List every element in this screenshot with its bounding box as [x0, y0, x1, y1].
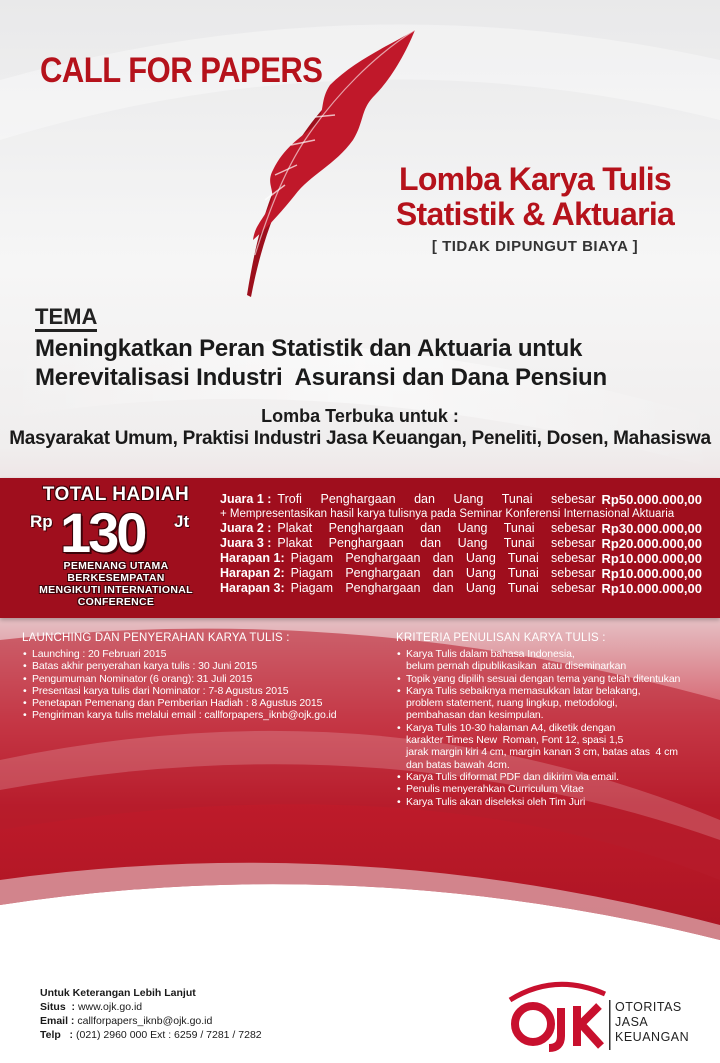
criteria-section	[396, 632, 716, 808]
ojk-logo-text	[615, 1000, 689, 1045]
winner-note-line1: PEMENANG UTAMA	[63, 560, 169, 572]
prize-value: Rp10.000.000,00	[601, 566, 702, 581]
prize-desc: Trofi Penghargaan dan Uang Tunai sebesar	[277, 492, 596, 506]
theme-text	[35, 334, 715, 392]
total-prize-unit: Jt	[174, 512, 190, 531]
criteria-list	[396, 648, 716, 808]
prize-row-harapan3	[220, 581, 702, 596]
prize-desc: Piagam Penghargaan dan Uang Tunai sebesar	[290, 551, 596, 565]
winner-conference-note	[22, 560, 210, 608]
contact-site-link[interactable]: www.ojk.go.id	[77, 1001, 143, 1013]
prize-value: Rp50.000.000,00	[601, 492, 702, 507]
criteria-text: pembahasan dan kesimpulan.	[406, 709, 544, 722]
schedule-list	[22, 648, 382, 722]
criteria-text: karakter Times New Roman, Font 12, spasi 1,5	[406, 734, 624, 747]
schedule-section	[22, 632, 382, 722]
prize-desc: Piagam Penghargaan dan Uang Tunai sebesar	[290, 581, 596, 595]
criteria-text: • Karya Tulis 10-30 halaman A4, diketik dengan	[406, 721, 616, 734]
prize-value: Rp10.000.000,00	[601, 581, 702, 596]
criteria-text: dan batas bawah 4cm.	[406, 758, 510, 771]
prize-rank: Juara 2 :	[220, 521, 272, 535]
prize-rank: Harapan 1:	[220, 551, 285, 565]
prize-row-juara3	[220, 536, 702, 551]
contact-heading: Untuk Keterangan Lebih Lanjut	[40, 987, 196, 999]
list-item	[396, 648, 716, 673]
contest-title-line1: Lomba Karya Tulis	[398, 161, 672, 197]
prize-rank: Harapan 3:	[220, 581, 285, 595]
list-item: • Karya Tulis akan diseleksi oleh Tim Juri	[396, 796, 716, 808]
list-item: • Topik yang dipilih sesuai dengan tema yang telah ditentukan	[396, 673, 716, 685]
prize-desc: Plakat Penghargaan dan Uang Tunai sebesar	[277, 521, 596, 535]
contact-info	[40, 986, 262, 1042]
contest-title-line2: Statistik & Aktuaria	[395, 196, 675, 232]
total-prize-currency: Rp	[30, 512, 53, 531]
contest-title	[370, 162, 700, 232]
total-prize-amount	[22, 501, 210, 564]
prize-list	[220, 492, 702, 596]
open-to-label: Lomba Terbuka untuk :	[261, 406, 459, 426]
total-prize-number: 130	[60, 501, 145, 564]
list-item	[396, 685, 716, 722]
prize-row-juara1	[220, 492, 702, 507]
prize-value: Rp30.000.000,00	[601, 521, 702, 536]
criteria-heading: KRITERIA PENULISAN KARYA TULIS :	[396, 632, 606, 644]
total-prize-label: TOTAL HADIAH	[42, 484, 190, 505]
list-item: • Penetapan Pemenang dan Pemberian Hadiah : 8 Agustus 2015	[22, 697, 382, 709]
theme-line1: Meningkatkan Peran Statistik dan Aktuaria untuk	[35, 335, 583, 362]
call-for-papers-heading: CALL FOR PAPERS	[40, 50, 323, 91]
ojk-logo-line1: OTORITAS	[615, 1000, 682, 1014]
prize-desc: Plakat Penghargaan dan Uang Tunai sebesar	[277, 536, 596, 550]
schedule-heading: LAUNCHING DAN PENYERAHAN KARYA TULIS :	[22, 632, 290, 644]
prize-rank: Juara 1 :	[220, 492, 272, 506]
prize-desc: Piagam Penghargaan dan Uang Tunai sebesar	[290, 566, 596, 580]
theme-label: TEMA	[35, 304, 97, 332]
list-item: • Karya Tulis diformat PDF dan dikirim via email.	[396, 771, 716, 783]
criteria-text: • Karya Tulis sebaiknya memasukkan latar belakang,	[406, 684, 641, 697]
criteria-text: • Karya Tulis dalam bahasa Indonesia,	[406, 648, 575, 660]
winner-note-line2: BERKESEMPATAN	[67, 572, 165, 584]
criteria-text: problem statement, ruang lingkup, metodologi,	[406, 697, 618, 710]
free-of-charge-note: [ TIDAK DIPUNGUT BIAYA ]	[431, 238, 639, 255]
ojk-logo-line3: KEUANGAN	[615, 1030, 690, 1044]
contact-telp-row	[40, 1028, 262, 1042]
list-item: • Presentasi karya tulis dari Nominator : 7-8 Agustus 2015	[22, 685, 382, 697]
winner-note-line3: MENGIKUTI INTERNATIONAL	[39, 584, 193, 596]
contact-site-label: Situs :	[40, 1001, 76, 1013]
criteria-text: belum pernah dipublikasikan atau diseminarkan	[406, 660, 627, 673]
open-to-participants: Masyarakat Umum, Praktisi Industri Jasa Keuangan, Peneliti, Dosen, Mahasiswa	[9, 428, 711, 449]
theme-line2: Merevitalisasi Industri Asuransi dan Dana Pensiun	[35, 364, 607, 391]
ojk-logo-line2: JASA	[615, 1015, 649, 1029]
criteria-text: jarak margin kiri 4 cm, margin kanan 3 cm, batas atas 4 cm	[406, 746, 678, 759]
list-item	[396, 722, 716, 771]
prize-rank: Juara 3 :	[220, 536, 272, 550]
prize-value: Rp20.000.000,00	[601, 536, 702, 551]
prize-row-harapan1	[220, 551, 702, 566]
prize-row-juara2	[220, 521, 702, 536]
contact-email-row	[40, 1014, 262, 1028]
prize-row-harapan2	[220, 566, 702, 581]
list-item: • Batas akhir penyerahan karya tulis : 30 Juni 2015	[22, 660, 382, 672]
contact-site-row	[40, 1000, 262, 1014]
list-item: • Penulis menyerahkan Curriculum Vitae	[396, 783, 716, 795]
prize-rank: Harapan 2:	[220, 566, 285, 580]
prize-value: Rp10.000.000,00	[601, 551, 702, 566]
contact-telp-value: (021) 2960 000 Ext : 6259 / 7281 / 7282	[75, 1029, 262, 1041]
list-item: • Pengumuman Nominator (6 orang): 31 Juli 2015	[22, 673, 382, 685]
list-item: • Launching : 20 Februari 2015	[22, 648, 382, 660]
total-prize-box	[22, 484, 210, 608]
contact-email-link[interactable]: callforpapers_iknb@ojk.go.id	[77, 1015, 213, 1027]
winner-note-line4: CONFERENCE	[77, 596, 155, 608]
contact-email-label: Email :	[40, 1015, 75, 1027]
list-item: • Pengiriman karya tulis melalui email : callforpapers_iknb@ojk.go.id	[22, 709, 382, 721]
prize-juara1-extra: + Mempresentasikan hasil karya tulisnya pada Seminar Konferensi Internasional Aktuaria	[220, 508, 675, 520]
contact-telp-label: Telp :	[40, 1029, 74, 1041]
